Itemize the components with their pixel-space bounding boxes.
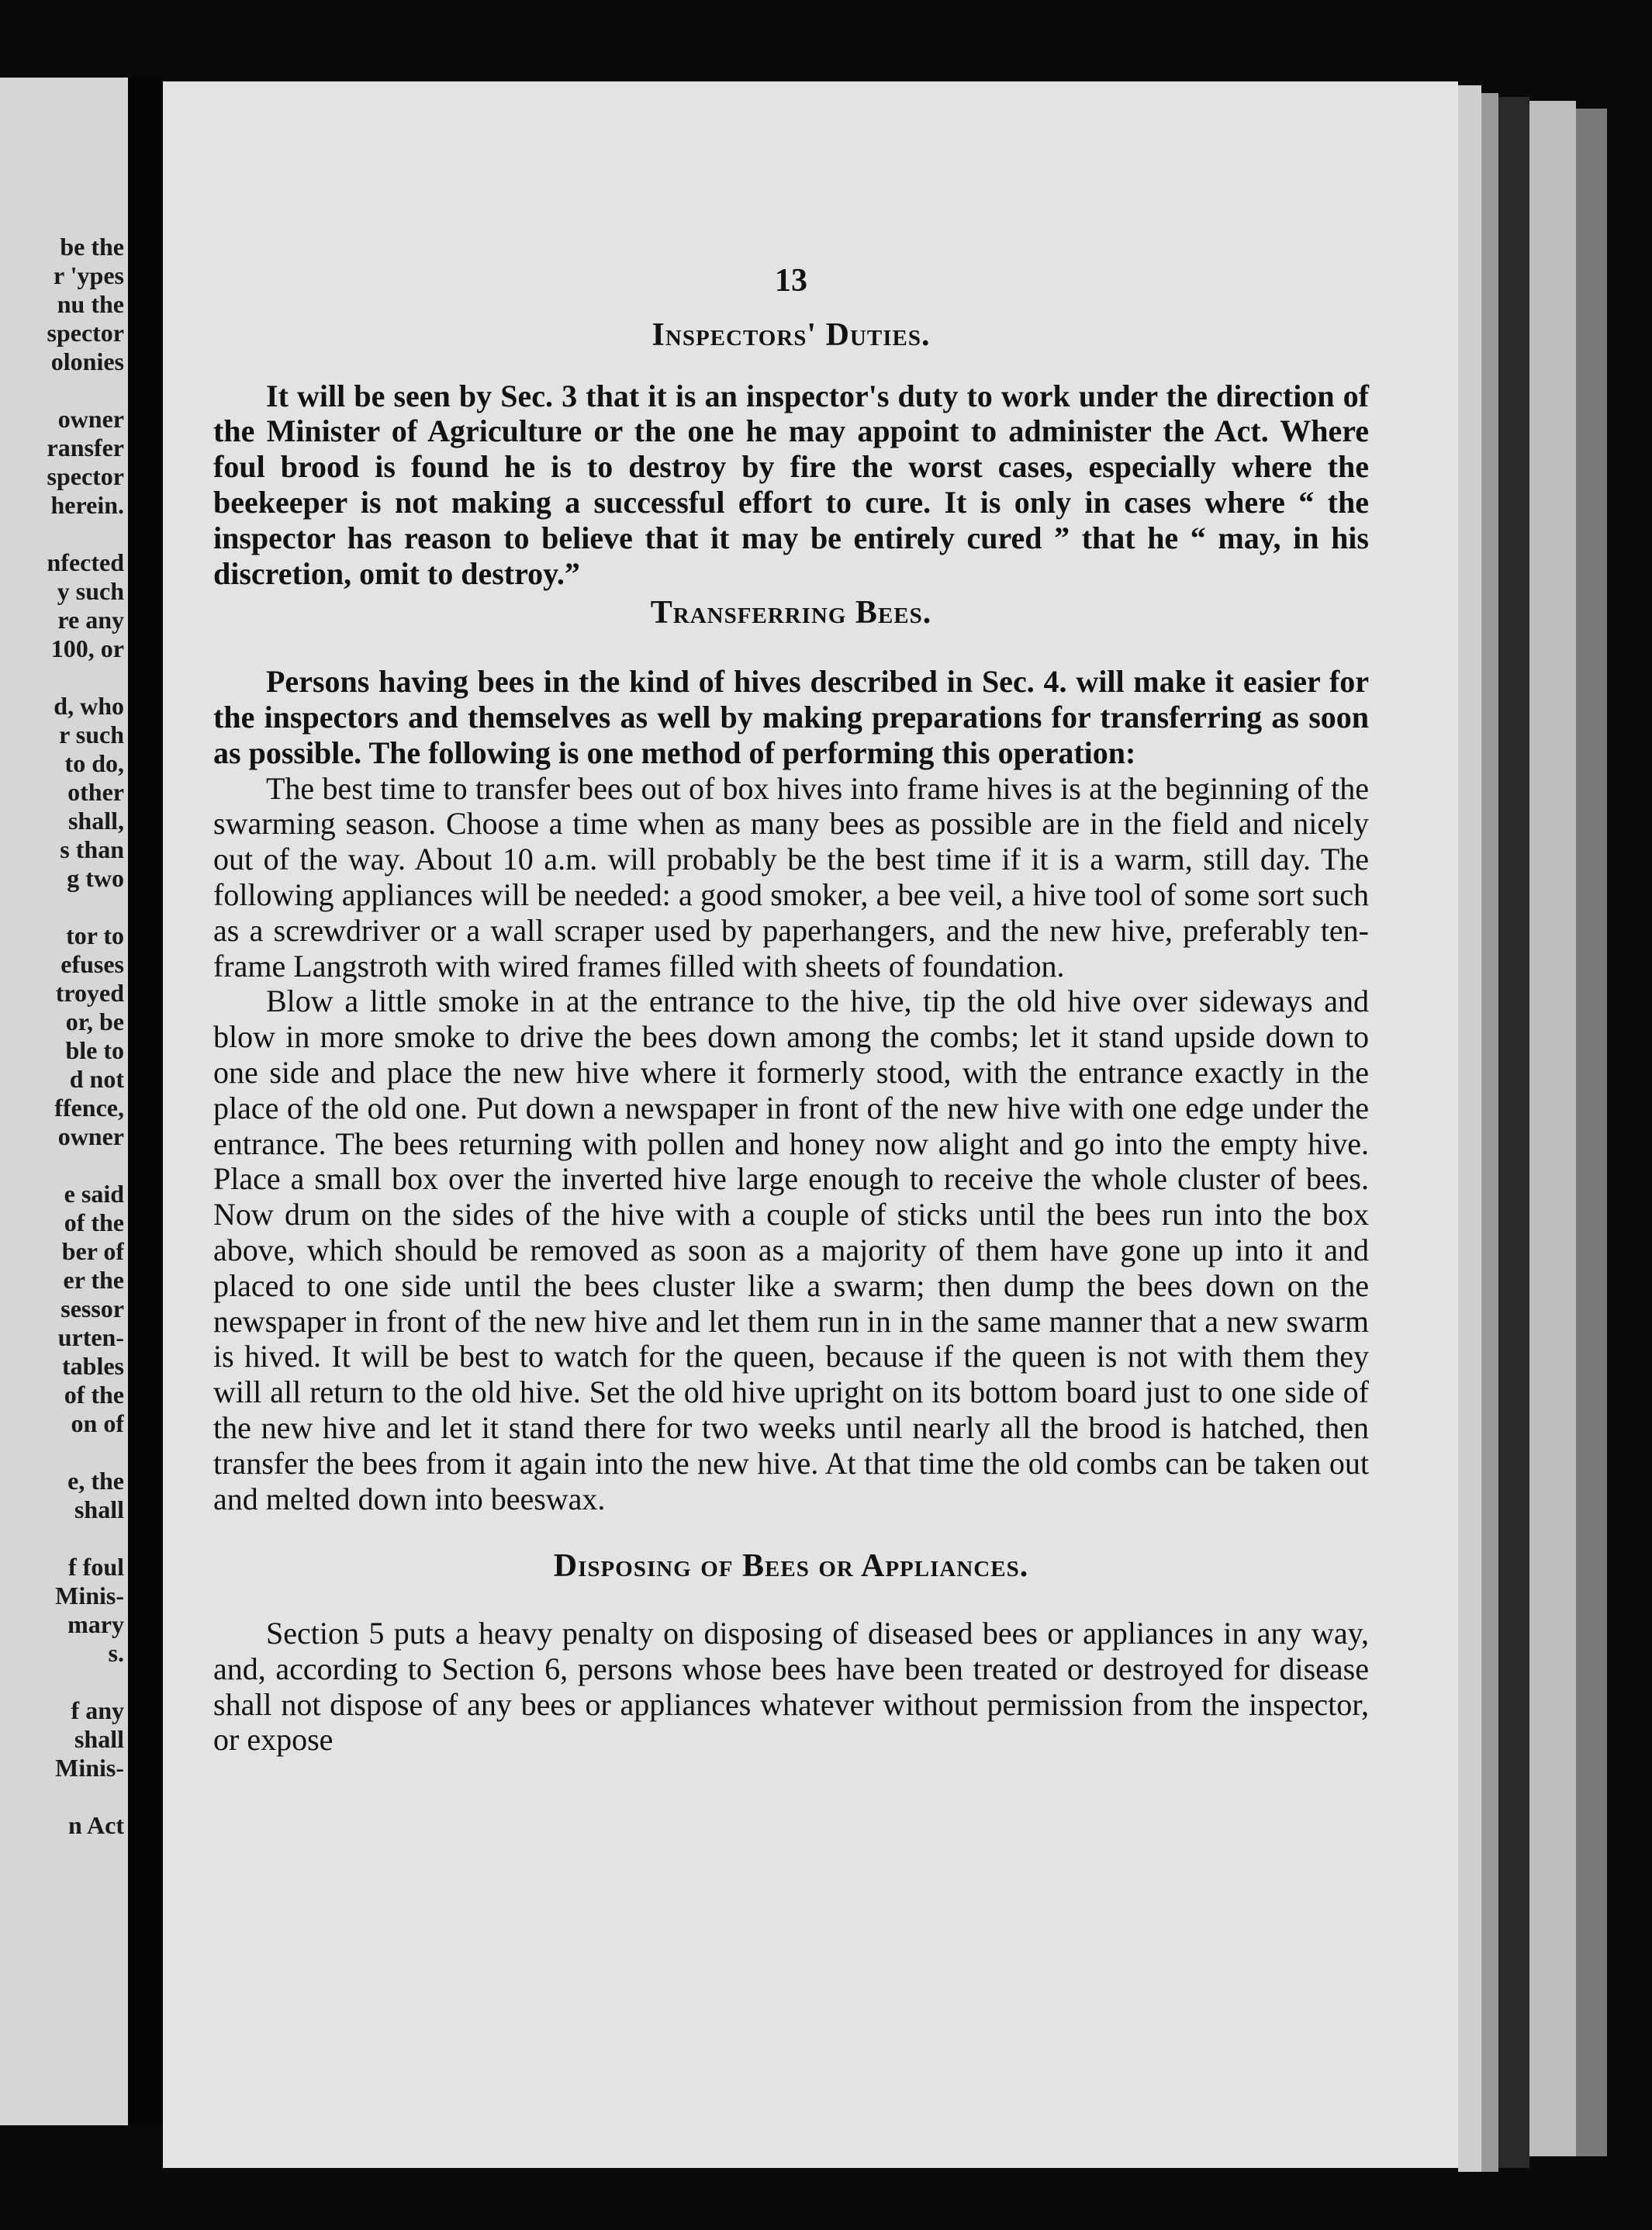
left-page-line: sessor xyxy=(60,1295,124,1322)
left-page-line: owner xyxy=(57,1122,124,1150)
left-page-line xyxy=(0,893,124,921)
page-edges xyxy=(1498,97,1529,2168)
paragraph: The best time to transfer bees out of box hives into frame hives is at the beginning of the swarming season. Choose a time when as many bees as possible are in the field and nicely out of the way. About 10 a.m. will probably be the best time if it is a warm, still day. The following appliances will be needed: a good smoker, a bee veil, a hive tool of some sort such as a screwdriver or a wall scraper used by paperhangers, and the new hive, preferably ten-frame Langstroth with wired frames filled with sheets of foundation. xyxy=(213,770,1369,984)
page-number: 13 xyxy=(775,263,807,299)
left-page-line: g two xyxy=(67,864,124,892)
left-page-line: ble to xyxy=(65,1036,124,1064)
left-page-line: other xyxy=(67,778,124,806)
left-page-line: tables xyxy=(62,1352,124,1380)
left-page-line: f foul xyxy=(68,1553,124,1581)
page-edges xyxy=(1576,109,1607,2156)
left-page-line: d, who xyxy=(54,692,124,720)
left-page-line: ransfer xyxy=(47,434,124,462)
left-page-line xyxy=(0,1524,124,1553)
left-page-line: be the xyxy=(60,233,124,261)
left-page-line: owner xyxy=(57,405,124,433)
paragraph: Section 5 puts a heavy penalty on disposing of diseased bees or appliances in any way, and, according to Section 6, persons whose bees have been treated or destroyed for disease shall not dispose of any bees or appliances whatever without permission from the inspector, or expose xyxy=(213,1616,1369,1758)
paragraph: It will be seen by Sec. 3 that it is an inspector's duty to work under the direction of the Minister of Agriculture or the one he may appoint to administer the Act. Where foul brood is found he is to destroy by fire the worst cases, especially where the beekeeper is not making a successful effort to cure. It is only in cases where “ the inspector has reason to believe that it may be entirely cured ” that he “ may, in his discretion, omit to destroy.” xyxy=(213,378,1369,591)
left-page-line: herein. xyxy=(50,491,124,519)
paragraph: Blow a little smoke in at the entrance to the hive, tip the old hive over sideways and blow in more smoke to drive the bees down among the combs; let it stand upside down to one side and place the new hive where it formerly stood, with the entrance exactly in the place of the old one. Put down a newspaper in front of the new hive with one edge under the entrance. The bees returning with pollen and honey now alight and go into the empty hive. Place a small box over the inverted hive large enough to receive the whole cluster of bees. Now drum on the sides of the hive with a couple of sticks until the bees run into the box above, which should be removed as soon as a majority of them have gone up into it and placed to one side until the bees cluster like a swarm; then dump the bees down on the newspaper in front of the new hive and let them run in in the same manner that a new swarm is hived. It will be best to watch for the queen, because if the queen is not with them they will all return to the old hive. Set the old hive upright on its bottom board just to one side of the new hive and let it stand there for two weeks until nearly all the brood is hatched, then transfer the bees from it again into the new hive. At that time the old combs can be taken out and melted down into beeswax. xyxy=(213,984,1369,1516)
left-page-line: urten- xyxy=(57,1323,124,1351)
left-page-line xyxy=(0,1782,124,1811)
left-page-line xyxy=(0,376,124,405)
left-page-line: s than xyxy=(60,835,124,863)
left-page-line xyxy=(0,1438,124,1467)
left-page-line xyxy=(0,1151,124,1180)
left-page-line: er the xyxy=(63,1266,124,1294)
left-page-line: shall xyxy=(74,1495,124,1523)
left-page-line: mary xyxy=(67,1610,124,1638)
book-spine xyxy=(128,78,163,2125)
left-page-line: y such xyxy=(57,577,124,605)
left-page-line: Minis- xyxy=(55,1582,124,1609)
left-page-line: nu the xyxy=(57,290,124,318)
left-page-line: f any xyxy=(71,1696,124,1724)
section-heading-inspectors-duties: Inspectors' Duties. xyxy=(651,316,931,353)
left-page-line: nfected xyxy=(47,548,124,576)
left-page-line: shall, xyxy=(67,807,124,835)
page-edges xyxy=(1529,101,1576,2156)
page-edges xyxy=(1481,93,1498,2172)
left-page xyxy=(0,78,128,2125)
left-page-line: tor to xyxy=(66,921,124,949)
left-page-line: n Act xyxy=(68,1811,124,1839)
left-page-line: e said xyxy=(64,1180,124,1208)
page-edges xyxy=(1458,85,1481,2172)
left-page-line: 100, or xyxy=(50,634,124,662)
left-page-line: d not xyxy=(69,1065,124,1093)
left-page-line: of the xyxy=(64,1381,124,1409)
left-page-line: s. xyxy=(108,1639,124,1667)
left-page-line: ber of xyxy=(61,1237,124,1265)
left-page-line: spector xyxy=(47,319,124,347)
left-page-line: of the xyxy=(64,1208,124,1236)
left-page-line: to do, xyxy=(64,749,124,777)
left-page-line xyxy=(0,520,124,548)
left-page-line: spector xyxy=(47,462,124,490)
left-page-line: re any xyxy=(57,606,124,634)
page-content xyxy=(213,264,1369,1758)
paragraph: Persons having bees in the kind of hives described in Sec. 4. will make it easier for the inspectors and themselves as well by making preparations for transferring as soon as possible. The following is one method of performing this operation: xyxy=(213,664,1369,770)
left-page-line: efuses xyxy=(60,950,124,978)
left-page-line: or, be xyxy=(65,1008,124,1035)
left-page-line: e, the xyxy=(67,1467,124,1495)
left-page-line: Minis- xyxy=(55,1754,124,1782)
left-page-line xyxy=(0,663,124,692)
left-page-line: on of xyxy=(71,1409,124,1437)
left-page-line: r such xyxy=(59,721,124,749)
left-page-line: shall xyxy=(74,1725,124,1753)
left-page-line: troyed xyxy=(55,979,124,1007)
left-page-line: r 'ypes xyxy=(54,261,124,289)
left-page-line: olonies xyxy=(50,347,124,375)
left-page-line: ffence, xyxy=(54,1094,124,1122)
left-page-text-fragments xyxy=(0,233,124,1840)
section-heading-transferring-bees: Transferring Bees. xyxy=(650,595,932,631)
section-heading-disposing-of-bees: Disposing of Bees or Appliances. xyxy=(553,1548,1029,1585)
left-page-line xyxy=(0,1668,124,1696)
